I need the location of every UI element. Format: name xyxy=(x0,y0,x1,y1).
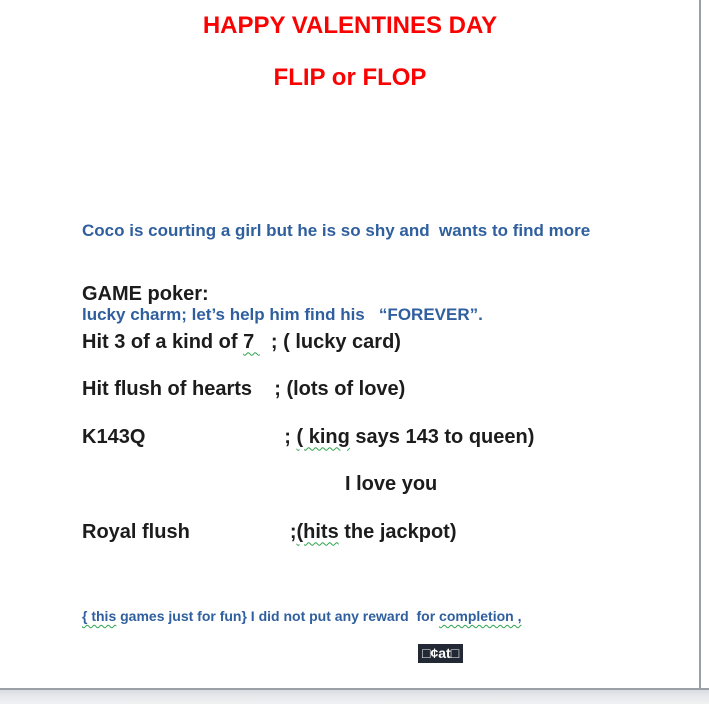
text-segment: says 143 to queen) xyxy=(349,425,535,448)
text-segment: games just for fun} I did not put any reward for xyxy=(116,608,440,624)
text-segment: K143Q ; xyxy=(82,425,297,448)
intro-line-2: lucky charm; let’s help him find his “FOREVER”. xyxy=(82,305,483,324)
page-title: HAPPY VALENTINES DAY xyxy=(202,12,498,39)
text-segment: Royal flush ; xyxy=(82,520,297,543)
game-line-three-of-a-kind xyxy=(82,331,534,379)
text-segment: ; ( lucky card) xyxy=(259,330,401,353)
misspelled-text-segment: ( king xyxy=(296,425,350,448)
misspelled-text-segment: completion , xyxy=(439,608,522,624)
game-section xyxy=(82,283,534,568)
page-subtitle: FLIP or FLOP xyxy=(273,64,427,91)
misspelled-text-segment: (hits xyxy=(296,520,339,543)
game-heading: GAME poker: xyxy=(82,283,209,305)
game-line-flush-of-hearts xyxy=(82,378,534,426)
intro-line-1: Coco is courting a girl but he is so shy and wants to find more xyxy=(82,221,591,240)
game-line-k143q xyxy=(82,426,534,474)
text-segment: I love you xyxy=(345,473,438,495)
text-segment: Hit flush of hearts ; (lots of love) xyxy=(82,378,406,400)
footer-note xyxy=(82,608,522,624)
cat-badge: □¢at□ xyxy=(418,644,463,663)
page-bottom-edge xyxy=(0,688,709,704)
game-line-royal-flush xyxy=(82,521,534,569)
game-line-i-love-you xyxy=(82,473,534,521)
misspelled-text-segment: { this xyxy=(82,608,117,624)
misspelled-text-segment: 7 xyxy=(243,330,260,353)
text-segment: Hit 3 of a kind of xyxy=(82,330,244,353)
text-segment: the jackpot) xyxy=(338,520,457,543)
page-right-edge xyxy=(699,0,701,688)
